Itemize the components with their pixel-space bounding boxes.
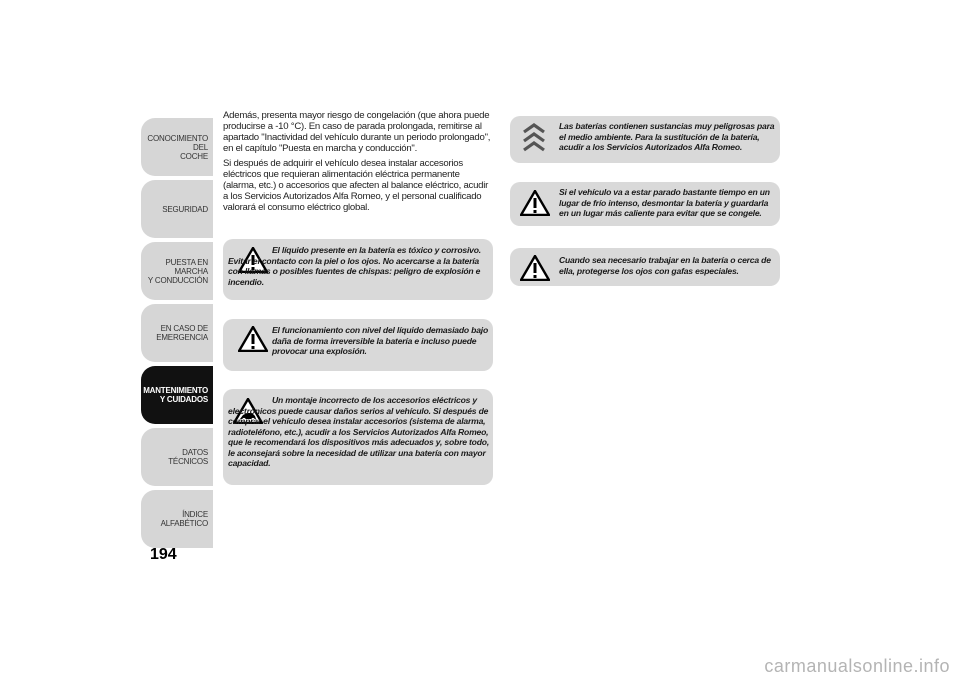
- tab-puesta-en-marcha[interactable]: [141, 242, 213, 300]
- tab-label: ÍNDICE ALFABÉTICO: [160, 510, 208, 528]
- tab-label: SEGURIDAD: [162, 204, 208, 214]
- body-paragraph: Si después de adquirir el vehículo desea instalar accesorios eléctricos que requieran alimentación eléctrica permanente (alarma, etc.) o accesorios que afecten al balance eléctrico, acudir a los Servicios Autorizados Alfa Romeo, y el personal cualificado valorará el consumo eléctrico global.: [223, 158, 489, 213]
- warning-box: [510, 248, 780, 286]
- warning-box: [223, 389, 493, 485]
- tab-label: EN CASO DE EMERGENCIA: [156, 324, 208, 342]
- tab-en-caso-de-emergencia[interactable]: [141, 304, 213, 362]
- body-paragraph: Además, presenta mayor riesgo de congelación (que ahora puede producirse a -10 °C). En caso de parada prolongada, remitirse al apartado "Inactividad del vehículo durante un periodo prolongado", en el capítulo "Puesta en marcha y conducción".: [223, 110, 491, 154]
- tab-label: DATOS TÉCNICOS: [168, 448, 208, 466]
- warning-text: El líquido presente en la batería es tóxico y corrosivo. Evitar el contacto con la piel o los ojos. No acercarse a la batería con llamas o posibles fuentes de chispas: peligro de explosión e incendio.: [228, 245, 481, 287]
- tab-indice-alfabetico[interactable]: [141, 490, 213, 548]
- environment-chevron-icon: [522, 122, 546, 156]
- page-number: 194: [150, 546, 177, 563]
- warning-box: [223, 319, 493, 371]
- warning-text: El funcionamiento con nivel del líquido demasiado bajo daña de forma irreversible la batería e incluso puede provocar una explosión.: [272, 325, 489, 356]
- warning-triangle-icon: [238, 326, 268, 352]
- tab-seguridad[interactable]: [141, 180, 213, 238]
- warning-text: Las baterías contienen sustancias muy peligrosas para el medio ambiente. Para la sustitución de la batería, acudir a los Servicios Autorizados Alfa Romeo.: [559, 121, 775, 152]
- body-text-column: [223, 110, 493, 217]
- warning-triangle-icon: [520, 190, 550, 216]
- warning-box: [223, 239, 493, 300]
- tab-datos-tecnicos[interactable]: [141, 428, 213, 486]
- warning-text: Un montaje incorrecto de los accesorios eléctricos y electrónicos puede causar daños serios al vehículo. Si después de comprar el vehículo desea instalar accesorios (sistema de alarma, radioteléfono, etc.), acudir a los Servicios Autorizados Alfa Romeo, que le recomendará los dispositivos más adecuados y, sobre todo, le aconsejará sobre la necesidad de utilizar una batería con mayor capacidad.: [228, 395, 490, 468]
- tab-label: MANTENIMIENTO Y CUIDADOS: [143, 386, 208, 404]
- watermark: carmanualsonline.info: [764, 656, 950, 676]
- warning-box: [510, 182, 780, 226]
- tab-mantenimiento-y-cuidados[interactable]: [141, 366, 213, 424]
- warning-text: Si el vehículo va a estar parado bastante tiempo en un lugar de frío intenso, desmontar la batería y guardarla en un lugar más caliente para evitar que se congele.: [559, 187, 770, 218]
- tab-conocimiento-del-coche[interactable]: [141, 118, 213, 176]
- warning-box: [510, 116, 780, 163]
- warning-triangle-icon: [520, 255, 550, 281]
- tab-label: PUESTA EN MARCHA Y CONDUCCIÓN: [147, 257, 208, 285]
- warning-text: Cuando sea necesario trabajar en la batería o cerca de ella, protegerse los ojos con gafas especiales.: [559, 255, 771, 276]
- tab-label: CONOCIMIENTO DEL COCHE: [147, 133, 208, 161]
